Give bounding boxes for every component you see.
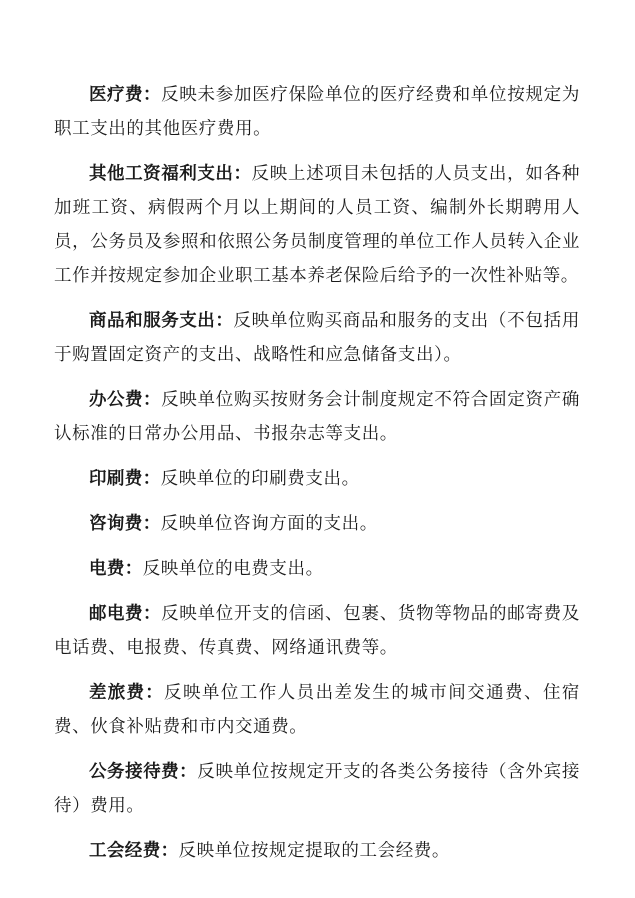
paragraph-medical-expenses	[54, 78, 580, 146]
paragraph-consulting-expenses	[54, 507, 580, 541]
definition-official-reception-expenses: 反映单位按规定开支的各类公务接待（含外宾接待）费用。	[54, 762, 580, 816]
definition-printing-expenses: 反映单位的印刷费支出。	[160, 469, 360, 489]
definition-other-wages-welfare: 反映上述项目未包括的人员支出，如各种加班工资、病假两个月以上期间的人员工资、编制外长期聘用人员，公务员及参照和依照公务员制度管理的单位工作人员转入企业工作并按规定参加企业职工基本养老保险后给予的一次性补贴等。	[54, 164, 580, 286]
definition-union-funds: 反映单位按规定提取的工会经费。	[178, 841, 450, 861]
term-office-expenses: 办公费：	[89, 390, 162, 410]
definition-electricity-expenses: 反映单位的电费支出。	[142, 559, 324, 579]
term-postal-telecom-expenses: 邮电费：	[89, 604, 162, 624]
definition-postal-telecom-expenses: 反映单位开支的信函、包裹、货物等物品的邮寄费及电话费、电报费、传真费、网络通讯费等。	[54, 604, 580, 658]
term-goods-services: 商品和服务支出：	[89, 311, 234, 331]
paragraph-electricity-expenses	[54, 552, 580, 586]
paragraph-travel-expenses	[54, 676, 580, 744]
term-travel-expenses: 差旅费：	[89, 683, 164, 703]
term-other-wages-welfare: 其他工资福利支出：	[89, 164, 252, 184]
definition-goods-services: 反映单位购买商品和服务的支出（不包括用于购置固定资产的支出、战略性和应急储备支出）。	[54, 311, 580, 365]
term-union-funds: 工会经费：	[89, 841, 179, 861]
paragraph-official-reception-expenses	[54, 755, 580, 823]
definition-medical-expenses: 反映未参加医疗保险单位的医疗经费和单位按规定为职工支出的其他医疗费用。	[54, 85, 580, 139]
document-body	[54, 78, 580, 879]
paragraph-union-funds	[54, 834, 580, 868]
term-printing-expenses: 印刷费：	[89, 469, 161, 489]
definition-travel-expenses: 反映单位工作人员出差发生的城市间交通费、住宿费、伙食补贴费和市内交通费。	[54, 683, 580, 737]
term-official-reception-expenses: 公务接待费：	[89, 762, 198, 782]
term-electricity-expenses: 电费：	[89, 559, 143, 579]
paragraph-office-expenses	[54, 383, 580, 451]
paragraph-printing-expenses	[54, 462, 580, 496]
paragraph-postal-telecom-expenses	[54, 597, 580, 665]
definition-consulting-expenses: 反映单位咨询方面的支出。	[160, 514, 378, 534]
term-consulting-expenses: 咨询费：	[89, 514, 161, 534]
paragraph-other-wages-welfare	[54, 157, 580, 293]
term-medical-expenses: 医疗费：	[89, 85, 162, 105]
paragraph-goods-services	[54, 304, 580, 372]
definition-office-expenses: 反映单位购买按财务会计制度规定不符合固定资产确认标准的日常办公用品、书报杂志等支出。	[54, 390, 580, 444]
